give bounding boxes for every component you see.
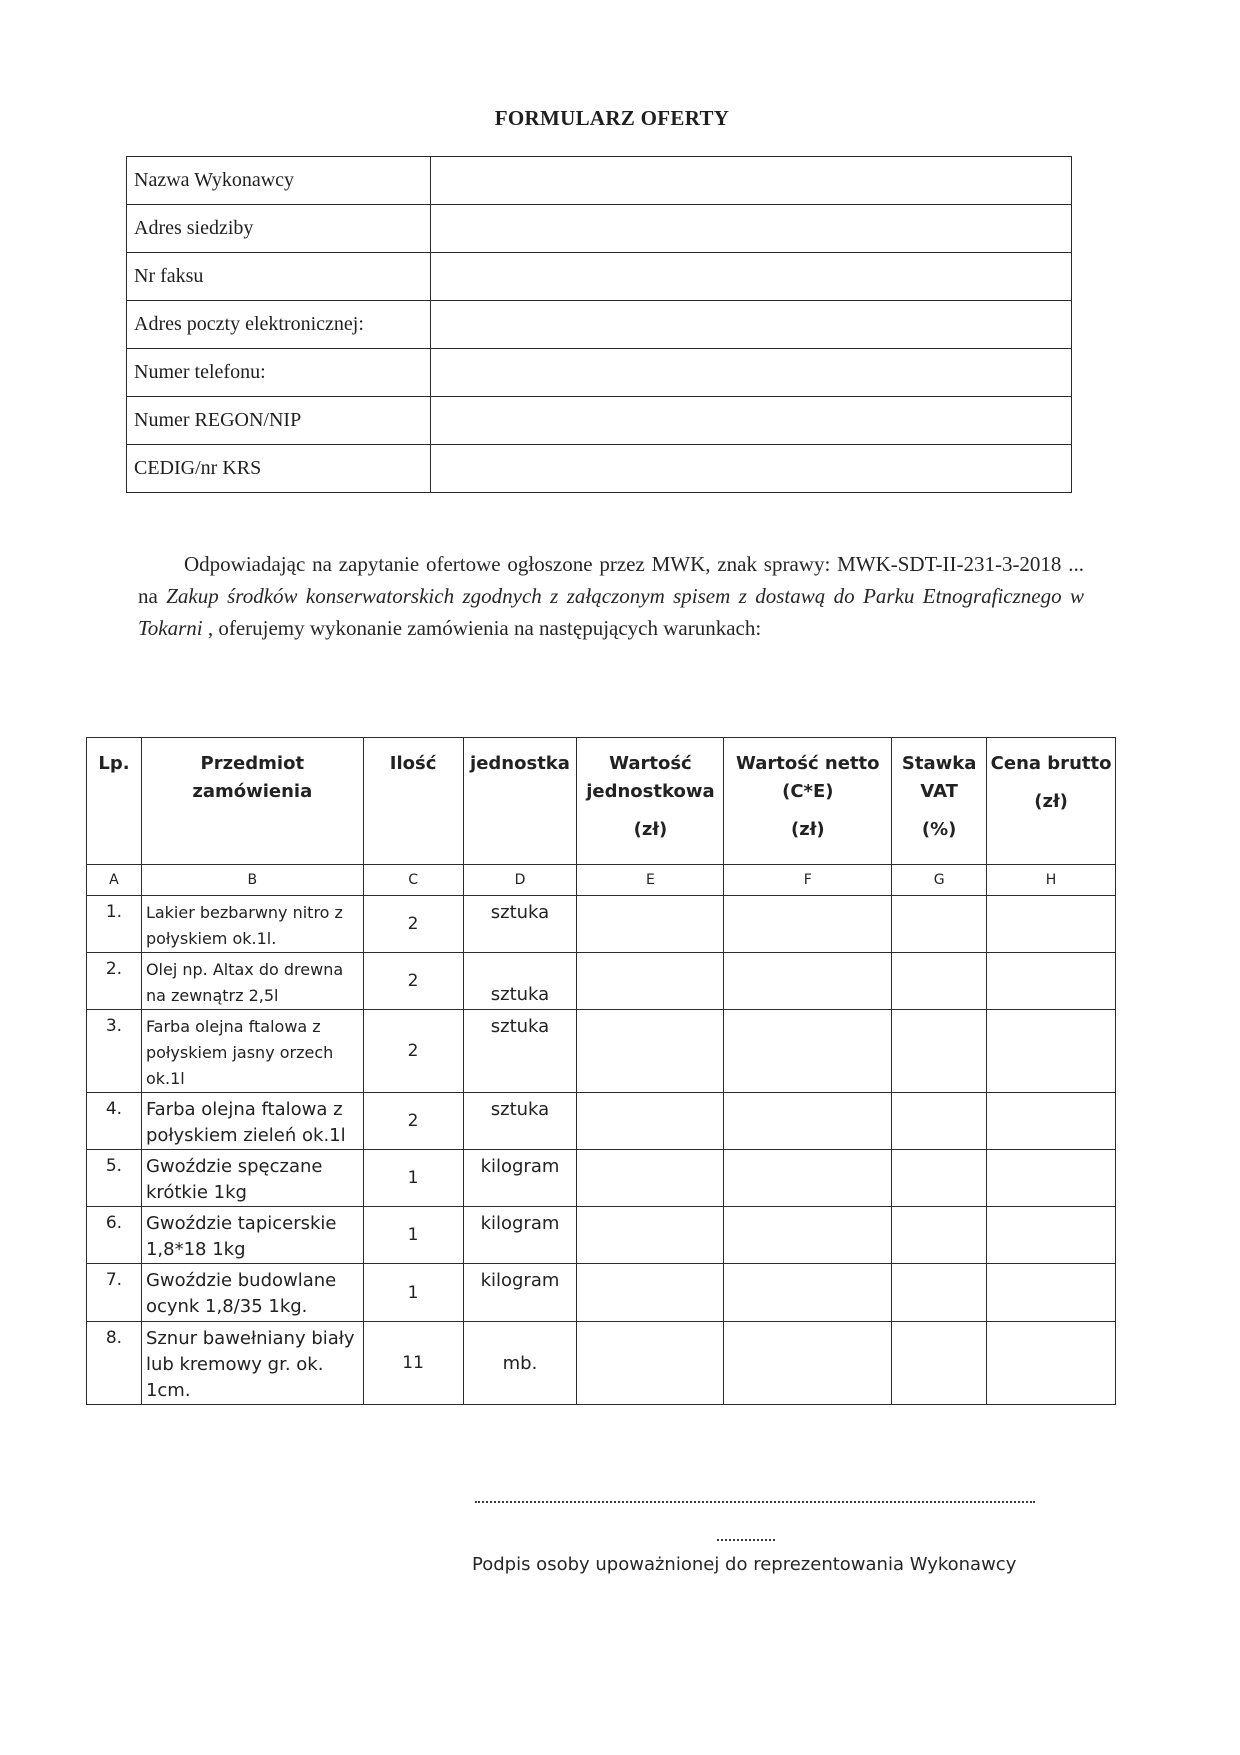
vat-cell[interactable] bbox=[892, 953, 987, 1010]
row-qty: 2 bbox=[363, 1010, 463, 1093]
header-currency: (zł) bbox=[633, 819, 668, 840]
row-unit: kilogram bbox=[463, 1207, 577, 1264]
row-item: Sznur bawełniany biały lub kremowy gr. ok. 1cm. bbox=[141, 1322, 363, 1405]
net-value-cell[interactable] bbox=[724, 1322, 892, 1405]
unit-value-cell[interactable] bbox=[577, 953, 724, 1010]
column-letter: G bbox=[892, 865, 987, 896]
contractor-row-email bbox=[127, 301, 1072, 349]
header-currency: (zł) bbox=[790, 819, 825, 840]
row-unit: kilogram bbox=[463, 1264, 577, 1322]
vat-cell[interactable] bbox=[892, 1207, 987, 1264]
contractor-row-krs bbox=[127, 445, 1072, 493]
column-letters-row bbox=[87, 865, 1116, 896]
col-header-unit-value bbox=[577, 738, 724, 865]
field-label: Nr faksu bbox=[127, 253, 431, 301]
contractor-name-field[interactable] bbox=[431, 157, 1072, 205]
order-subject: Zakup środków konserwatorskich zgodnych z załączonym spisem z dostawą do Parku Etnograficznego w Tokarni bbox=[138, 584, 1085, 640]
row-qty: 2 bbox=[363, 953, 463, 1010]
form-title: FORMULARZ OFERTY bbox=[494, 106, 730, 130]
intro-text-start: Odpowiadając na zapytanie ofertowe ogłoszone przez MWK, znak sprawy: MWK-SDT-II-231-3-2018 ... na bbox=[138, 552, 1084, 608]
contractor-row-phone bbox=[127, 349, 1072, 397]
vat-cell[interactable] bbox=[892, 896, 987, 953]
field-label: Nazwa Wykonawcy bbox=[127, 157, 431, 205]
row-unit: sztuka bbox=[463, 1093, 577, 1150]
gross-cell[interactable] bbox=[987, 1010, 1116, 1093]
intro-paragraph bbox=[138, 548, 1084, 644]
column-letter: B bbox=[141, 865, 363, 896]
col-header-net-value bbox=[724, 738, 892, 865]
field-label: Numer telefonu: bbox=[127, 349, 431, 397]
col-header-lp: Lp. bbox=[87, 738, 142, 865]
row-item: Farba olejna ftalowa z połyskiem jasny orzech ok.1l bbox=[141, 1010, 363, 1093]
col-header-item: Przedmiot zamówienia bbox=[141, 738, 363, 865]
vat-cell[interactable] bbox=[892, 1010, 987, 1093]
vat-cell[interactable] bbox=[892, 1093, 987, 1150]
table-row bbox=[87, 1264, 1116, 1322]
contractor-row-fax bbox=[127, 253, 1072, 301]
row-item: Gwoździe budowlane ocynk 1,8/35 1kg. bbox=[141, 1264, 363, 1322]
address-field[interactable] bbox=[431, 205, 1072, 253]
header-percent: (%) bbox=[921, 819, 957, 840]
row-unit: sztuka bbox=[463, 1010, 577, 1093]
table-row bbox=[87, 1322, 1116, 1405]
gross-cell[interactable] bbox=[987, 896, 1116, 953]
contractor-info-table bbox=[126, 156, 1072, 493]
row-qty: 11 bbox=[363, 1322, 463, 1405]
net-value-cell[interactable] bbox=[724, 953, 892, 1010]
email-field[interactable] bbox=[431, 301, 1072, 349]
offer-header-row bbox=[87, 738, 1116, 865]
gross-cell[interactable] bbox=[987, 1322, 1116, 1405]
row-unit: sztuka bbox=[463, 896, 577, 953]
row-item: Farba olejna ftalowa z połyskiem zieleń ok.1l bbox=[141, 1093, 363, 1150]
gross-cell[interactable] bbox=[987, 1150, 1116, 1207]
row-lp: 4. bbox=[87, 1093, 142, 1150]
contractor-row-address bbox=[127, 205, 1072, 253]
net-value-cell[interactable] bbox=[724, 1093, 892, 1150]
net-value-cell[interactable] bbox=[724, 1207, 892, 1264]
unit-value-cell[interactable] bbox=[577, 1264, 724, 1322]
row-unit: kilogram bbox=[463, 1150, 577, 1207]
col-header-unit: jednostka bbox=[463, 738, 577, 865]
table-row bbox=[87, 1093, 1116, 1150]
intro-text-end: , oferujemy wykonanie zamówienia na następujących warunkach: bbox=[207, 616, 762, 640]
table-row bbox=[87, 953, 1116, 1010]
column-letter: F bbox=[724, 865, 892, 896]
table-row bbox=[87, 896, 1116, 953]
table-row bbox=[87, 1207, 1116, 1264]
krs-field[interactable] bbox=[431, 445, 1072, 493]
column-letter: C bbox=[363, 865, 463, 896]
unit-value-cell[interactable] bbox=[577, 1010, 724, 1093]
signature-line[interactable] bbox=[475, 1497, 1035, 1503]
row-lp: 2. bbox=[87, 953, 142, 1010]
row-lp: 3. bbox=[87, 1010, 142, 1093]
row-qty: 2 bbox=[363, 896, 463, 953]
field-label: CEDIG/nr KRS bbox=[127, 445, 431, 493]
contractor-row-regon bbox=[127, 397, 1072, 445]
net-value-cell[interactable] bbox=[724, 1010, 892, 1093]
col-header-qty: Ilość bbox=[363, 738, 463, 865]
unit-value-cell[interactable] bbox=[577, 896, 724, 953]
col-header-vat bbox=[892, 738, 987, 865]
table-row bbox=[87, 1150, 1116, 1207]
column-letter: H bbox=[987, 865, 1116, 896]
column-letter: A bbox=[87, 865, 142, 896]
contractor-row-name bbox=[127, 157, 1072, 205]
row-unit: sztuka bbox=[463, 953, 577, 1010]
gross-cell[interactable] bbox=[987, 1264, 1116, 1322]
vat-cell[interactable] bbox=[892, 1150, 987, 1207]
row-item: Lakier bezbarwny nitro z połyskiem ok.1l. bbox=[141, 896, 363, 953]
unit-value-cell[interactable] bbox=[577, 1207, 724, 1264]
net-value-cell[interactable] bbox=[724, 1150, 892, 1207]
table-row bbox=[87, 1010, 1116, 1093]
row-qty: 1 bbox=[363, 1264, 463, 1322]
row-item: Gwoździe spęczane krótkie 1kg bbox=[141, 1150, 363, 1207]
col-header-gross bbox=[987, 738, 1116, 865]
column-letter: E bbox=[577, 865, 724, 896]
phone-field[interactable] bbox=[431, 349, 1072, 397]
row-qty: 2 bbox=[363, 1093, 463, 1150]
vat-cell[interactable] bbox=[892, 1264, 987, 1322]
row-lp: 6. bbox=[87, 1207, 142, 1264]
gross-cell[interactable] bbox=[987, 1093, 1116, 1150]
offer-table bbox=[86, 737, 1116, 1405]
header-label: Wartość netto (C*E) bbox=[736, 753, 880, 802]
row-qty: 1 bbox=[363, 1207, 463, 1264]
row-lp: 7. bbox=[87, 1264, 142, 1322]
header-label: Cena brutto bbox=[990, 753, 1112, 774]
field-label: Adres siedziby bbox=[127, 205, 431, 253]
unit-value-cell[interactable] bbox=[577, 1093, 724, 1150]
row-lp: 5. bbox=[87, 1150, 142, 1207]
header-label: Wartość jednostkowa bbox=[586, 753, 715, 802]
net-value-cell[interactable] bbox=[724, 1264, 892, 1322]
row-lp: 8. bbox=[87, 1322, 142, 1405]
gross-cell[interactable] bbox=[987, 953, 1116, 1010]
signature-label: Podpis osoby upoważnionej do reprezentowania Wykonawcy bbox=[472, 1554, 1017, 1575]
row-item: Olej np. Altax do drewna na zewnątrz 2,5l bbox=[141, 953, 363, 1010]
net-value-cell[interactable] bbox=[724, 896, 892, 953]
gross-cell[interactable] bbox=[987, 1207, 1116, 1264]
unit-value-cell[interactable] bbox=[577, 1150, 724, 1207]
signature-line-short bbox=[717, 1535, 775, 1541]
regon-nip-field[interactable] bbox=[431, 397, 1072, 445]
header-currency: (zł) bbox=[1034, 791, 1068, 812]
field-label: Numer REGON/NIP bbox=[127, 397, 431, 445]
row-item: Gwoździe tapicerskie 1,8*18 1kg bbox=[141, 1207, 363, 1264]
header-label: Stawka VAT bbox=[901, 753, 977, 802]
vat-cell[interactable] bbox=[892, 1322, 987, 1405]
column-letter: D bbox=[463, 865, 577, 896]
row-lp: 1. bbox=[87, 896, 142, 953]
field-label: Adres poczty elektronicznej: bbox=[127, 301, 431, 349]
row-unit: mb. bbox=[463, 1322, 577, 1405]
row-qty: 1 bbox=[363, 1150, 463, 1207]
fax-field[interactable] bbox=[431, 253, 1072, 301]
unit-value-cell[interactable] bbox=[577, 1322, 724, 1405]
